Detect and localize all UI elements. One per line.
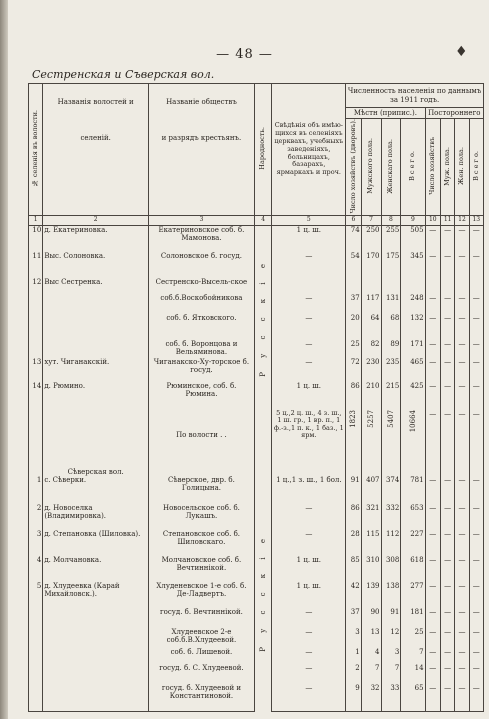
row-obshchestvo: Рюминское, соб. б. Рюмина. (149, 382, 255, 410)
row-outside-value: — (440, 252, 454, 278)
row-total: 248 (401, 294, 425, 314)
row-outside-value: — (469, 628, 483, 648)
header-female-2: Жен. пола. (455, 119, 469, 216)
row-outside-value: — (455, 608, 469, 628)
row-number: 3 (29, 530, 43, 556)
row-outside-value: — (425, 382, 440, 410)
header-male: Мужского пола. (361, 119, 381, 216)
row-male: 90 (361, 608, 381, 628)
row-outside-value (425, 278, 440, 294)
header-local: Мѣстн (припис.). (346, 108, 425, 119)
row-volost: д. Молчановка. (43, 556, 149, 582)
row-number: 13 (29, 358, 43, 382)
header-population: Численность населенія по даннымъ за 1911 годъ. (346, 84, 484, 108)
row-outside-value: — (455, 664, 469, 684)
header-total-2: В с е г о. (469, 119, 483, 216)
ink-mark-icon: ♦ (455, 44, 468, 60)
row-outside-value: — (440, 664, 454, 684)
header-outside: Постороннего (425, 108, 483, 119)
row-outside-value: — (469, 476, 483, 504)
row-households: 20 (346, 314, 361, 340)
row-outside-value: — (455, 556, 469, 582)
row-outside-value (455, 278, 469, 294)
row-households: 42 (346, 582, 361, 608)
table-row (29, 476, 484, 504)
row-number: 1 (29, 476, 43, 504)
row-female: 33 (381, 684, 401, 712)
row-households: 86 (346, 382, 361, 410)
column-index-row: 1 2 3 4 5 6 7 8 9 10 11 12 13 (29, 216, 484, 226)
row-male: 115 (361, 530, 381, 556)
row-outside-value: — (440, 382, 454, 410)
row-info: — (272, 648, 346, 664)
row-number: 12 (29, 278, 43, 294)
row-outside-value: — (425, 530, 440, 556)
row-male: 170 (361, 252, 381, 278)
row-info: — (272, 314, 346, 340)
row-info: — (272, 684, 346, 712)
row-female: 255 (381, 226, 401, 252)
row-obshchestvo: соб. б. Лишевой. (149, 648, 255, 664)
row-nationality: Р у с с к і е (254, 476, 272, 712)
row-outside-value: — (455, 582, 469, 608)
row-female: 374 (381, 476, 401, 504)
header-households-2: Число хозяйствъ (425, 119, 440, 216)
row-outside-value: — (455, 358, 469, 382)
row-total: 171 (401, 340, 425, 358)
row-outside-value: — (469, 648, 483, 664)
row-outside-value: — (440, 476, 454, 504)
row-obshchestvo: госуд. б. Хлудеевой и Константиновой. (149, 684, 255, 712)
row-obshchestvo: госуд. б. С. Хлудеевой. (149, 664, 255, 684)
row-number (29, 608, 43, 628)
row-male (361, 278, 381, 294)
row-total: 227 (401, 530, 425, 556)
row-number (29, 340, 43, 358)
row-households: 9 (346, 684, 361, 712)
table-body-sestrenskaya (29, 226, 484, 410)
row-outside-value: — (455, 684, 469, 712)
row-outside-value: — (425, 358, 440, 382)
row-total: 618 (401, 556, 425, 582)
row-outside-value: — (469, 556, 483, 582)
row-outside-value: — (440, 340, 454, 358)
row-info: — (272, 530, 346, 556)
total-male: 5257 (367, 409, 376, 428)
row-volost (43, 608, 149, 628)
row-number: 10 (29, 226, 43, 252)
row-total: 277 (401, 582, 425, 608)
row-male: 32 (361, 684, 381, 712)
row-households: 86 (346, 504, 361, 530)
severskaya-title: Сѣверская вол. (43, 460, 149, 476)
row-info: — (272, 340, 346, 358)
row-info: — (272, 608, 346, 628)
row-volost: д. Степановка (Шиловка). (43, 530, 149, 556)
row-outside-value: — (440, 648, 454, 664)
row-female (381, 278, 401, 294)
row-female: 68 (381, 314, 401, 340)
row-households: 2 (346, 664, 361, 684)
table-body-severskaya (29, 476, 484, 712)
row-info: — (272, 504, 346, 530)
row-info: 1 ц.,1 з. ш., 1 бол. (272, 476, 346, 504)
row-volost: хут. Чиганакскій. (43, 358, 149, 382)
total-households: 1823 (349, 409, 358, 428)
row-male: 7 (361, 664, 381, 684)
row-households: 37 (346, 294, 361, 314)
row-female: 3 (381, 648, 401, 664)
row-outside-value: — (455, 504, 469, 530)
row-volost: д. Хлудеевка (Карай Михайловск.). (43, 582, 149, 608)
row-total: 132 (401, 314, 425, 340)
row-households: 85 (346, 556, 361, 582)
row-total (401, 278, 425, 294)
row-obshchestvo: соб. б. Ятковского. (149, 314, 255, 340)
row-number: 5 (29, 582, 43, 608)
row-total: 14 (401, 664, 425, 684)
row-female: 175 (381, 252, 401, 278)
row-outside-value: — (469, 684, 483, 712)
row-obshchestvo: Сѣверское, двр. б. Голицына. (149, 476, 255, 504)
row-info (272, 278, 346, 294)
header-volost: Названія волостей и селеній. (43, 84, 149, 216)
row-male: 407 (361, 476, 381, 504)
row-female: 215 (381, 382, 401, 410)
row-volost: с. Сѣверки. (43, 476, 149, 504)
row-obshchestvo: Сестренско-Высель-ское (149, 278, 255, 294)
row-outside-value: — (425, 504, 440, 530)
total-label: По волости . . (149, 410, 255, 460)
row-outside-value: — (425, 556, 440, 582)
row-volost: Выс. Солоновка. (43, 252, 149, 278)
row-households: 54 (346, 252, 361, 278)
row-outside-value: — (425, 294, 440, 314)
header-obshchestvo: Названіе обществъ и разрядъ крестьянъ. (149, 84, 255, 216)
row-outside-value: — (455, 530, 469, 556)
row-obshchestvo: Чиганакско-Ху-торское б. госуд. (149, 358, 255, 382)
row-male: 64 (361, 314, 381, 340)
row-number (29, 628, 43, 648)
row-number (29, 684, 43, 712)
header-number: № селенія въ волости. (29, 84, 43, 216)
row-volost (43, 628, 149, 648)
row-households: 74 (346, 226, 361, 252)
row-obshchestvo: Молчановское соб. б. Вечтиннікой. (149, 556, 255, 582)
row-female: 235 (381, 358, 401, 382)
header-info: Свѣдѣнія объ имѣю-щихся въ селеніяхъ церквахъ, учебныхъ заведеніяхъ, больницахъ, базарахъ, ярмаркахъ и проч. (272, 84, 346, 216)
table-total-row: По волости . . 5 ц.,2 ц. ш., 4 з. ш., 1 ш. гр., 1 вр. п., 1 ф.-з.,1 п. к., 1 баз., 1 ярм. 1823 5257 5407 10664 — — — — Сѣверская вол. (29, 410, 484, 476)
row-outside-value: — (469, 608, 483, 628)
row-total: 465 (401, 358, 425, 382)
row-info: — (272, 358, 346, 382)
row-outside-value: — (469, 530, 483, 556)
row-volost (43, 648, 149, 664)
row-female: 131 (381, 294, 401, 314)
row-households: 28 (346, 530, 361, 556)
row-female: 332 (381, 504, 401, 530)
row-volost (43, 340, 149, 358)
row-number: 4 (29, 556, 43, 582)
row-outside-value: — (425, 608, 440, 628)
row-outside-value: — (455, 252, 469, 278)
row-male: 250 (361, 226, 381, 252)
row-female: 12 (381, 628, 401, 648)
row-female: 91 (381, 608, 401, 628)
row-outside-value (469, 278, 483, 294)
row-male: 321 (361, 504, 381, 530)
row-outside-value: — (455, 340, 469, 358)
row-households: 37 (346, 608, 361, 628)
row-info: — (272, 664, 346, 684)
row-info: 1 ц. ш. (272, 226, 346, 252)
row-number (29, 314, 43, 340)
table-header (29, 84, 484, 226)
row-outside-value: — (469, 504, 483, 530)
header-households: Число хозяйствъ (дворовъ). (346, 119, 361, 216)
row-info: 1 ц. ш. (272, 582, 346, 608)
row-volost (43, 294, 149, 314)
header-male-2: Муж. пола. (440, 119, 454, 216)
row-outside-value: — (425, 628, 440, 648)
row-outside-value: — (455, 382, 469, 410)
row-outside-value: — (440, 530, 454, 556)
row-male: 210 (361, 382, 381, 410)
row-female: 308 (381, 556, 401, 582)
total-info: 5 ц.,2 ц. ш., 4 з. ш., 1 ш. гр., 1 вр. п., 1 ф.-з.,1 п. к., 1 баз., 1 ярм. (272, 410, 346, 460)
row-outside-value: — (440, 628, 454, 648)
row-info: 1 ц. ш. (272, 556, 346, 582)
row-obshchestvo: Хлудеевское 2-е соб.б.В.Хлудеевой. (149, 628, 255, 648)
row-households: 25 (346, 340, 361, 358)
row-total: 25 (401, 628, 425, 648)
row-info: — (272, 628, 346, 648)
row-obshchestvo: Степановское соб. б. Шиловскаго. (149, 530, 255, 556)
row-outside-value: — (469, 582, 483, 608)
row-number: 14 (29, 382, 43, 410)
row-volost: Выс Сестренка. (43, 278, 149, 294)
row-outside-value: — (455, 628, 469, 648)
row-outside-value: — (469, 294, 483, 314)
row-volost (43, 664, 149, 684)
row-households (346, 278, 361, 294)
row-volost: д. Екатериновка. (43, 226, 149, 252)
row-outside-value: — (469, 340, 483, 358)
row-outside-value: — (425, 582, 440, 608)
row-outside-value: — (455, 476, 469, 504)
row-outside-value: — (469, 358, 483, 382)
row-outside-value: — (469, 382, 483, 410)
row-outside-value: — (440, 556, 454, 582)
row-male: 139 (361, 582, 381, 608)
row-nationality: Р у с с к і е (254, 226, 272, 410)
row-total: 65 (401, 684, 425, 712)
row-outside-value: — (469, 664, 483, 684)
row-outside-value: — (469, 314, 483, 340)
row-outside-value: — (455, 648, 469, 664)
row-obshchestvo: Солоновское б. госуд. (149, 252, 255, 278)
table-row (29, 226, 484, 252)
row-households: 3 (346, 628, 361, 648)
row-info: 1 ц. ш. (272, 382, 346, 410)
row-outside-value (440, 278, 454, 294)
row-male: 4 (361, 648, 381, 664)
page-number: — 48 — (216, 47, 273, 62)
header-female: Женскаго пола. (381, 119, 401, 216)
row-total: 653 (401, 504, 425, 530)
row-male: 117 (361, 294, 381, 314)
row-outside-value: — (425, 664, 440, 684)
row-male: 230 (361, 358, 381, 382)
row-obshchestvo: Екатериновское соб. б. Мамонова. (149, 226, 255, 252)
row-outside-value: — (425, 226, 440, 252)
row-female: 138 (381, 582, 401, 608)
row-female: 89 (381, 340, 401, 358)
row-male: 82 (361, 340, 381, 358)
row-number (29, 648, 43, 664)
row-volost (43, 684, 149, 712)
row-outside-value: — (440, 314, 454, 340)
row-outside-value: — (440, 608, 454, 628)
row-number (29, 664, 43, 684)
row-obshchestvo: Новосельское соб. б. Лукашъ. (149, 504, 255, 530)
row-female: 7 (381, 664, 401, 684)
row-households: 91 (346, 476, 361, 504)
row-outside-value: — (440, 226, 454, 252)
row-households: 72 (346, 358, 361, 382)
row-outside-value: — (440, 684, 454, 712)
row-number: 11 (29, 252, 43, 278)
section-title: Сестренская и Съверская вол. (32, 68, 215, 81)
row-outside-value: — (425, 252, 440, 278)
row-outside-value: — (440, 582, 454, 608)
row-obshchestvo: соб. б. Воронцова и Вельяминова. (149, 340, 255, 358)
row-outside-value: — (440, 358, 454, 382)
row-outside-value: — (455, 226, 469, 252)
header-nationality: Народность. (254, 84, 272, 216)
row-total: 181 (401, 608, 425, 628)
row-outside-value: — (425, 648, 440, 664)
row-total: 505 (401, 226, 425, 252)
row-outside-value: — (469, 252, 483, 278)
row-male: 13 (361, 628, 381, 648)
row-obshchestvo: соб.б.Воскобойникова (149, 294, 255, 314)
book-binding-edge (0, 0, 8, 719)
row-volost (43, 314, 149, 340)
row-number: 2 (29, 504, 43, 530)
row-outside-value: — (425, 684, 440, 712)
row-outside-value: — (425, 340, 440, 358)
row-outside-value: — (425, 314, 440, 340)
row-total: 345 (401, 252, 425, 278)
row-outside-value: — (440, 294, 454, 314)
header-total: В с е г о. (401, 119, 425, 216)
population-table (28, 83, 484, 712)
row-outside-value: — (469, 226, 483, 252)
row-outside-value: — (425, 476, 440, 504)
row-outside-value: — (440, 504, 454, 530)
row-info: — (272, 294, 346, 314)
row-number (29, 294, 43, 314)
row-total: 781 (401, 476, 425, 504)
total-female: 5407 (386, 409, 395, 428)
row-obshchestvo: госуд. б. Вечтиннікой. (149, 608, 255, 628)
row-total: 425 (401, 382, 425, 410)
row-female: 112 (381, 530, 401, 556)
row-volost: д. Рюмино. (43, 382, 149, 410)
row-obshchestvo: Хлуденевское 1-е соб. б. Де-Ладвертъ. (149, 582, 255, 608)
total-all: 10664 (408, 409, 417, 433)
row-male: 310 (361, 556, 381, 582)
row-outside-value: — (455, 314, 469, 340)
row-total: 7 (401, 648, 425, 664)
row-outside-value: — (455, 294, 469, 314)
row-households: 1 (346, 648, 361, 664)
row-info: — (272, 252, 346, 278)
row-volost: д. Новоселка (Владимировка). (43, 504, 149, 530)
